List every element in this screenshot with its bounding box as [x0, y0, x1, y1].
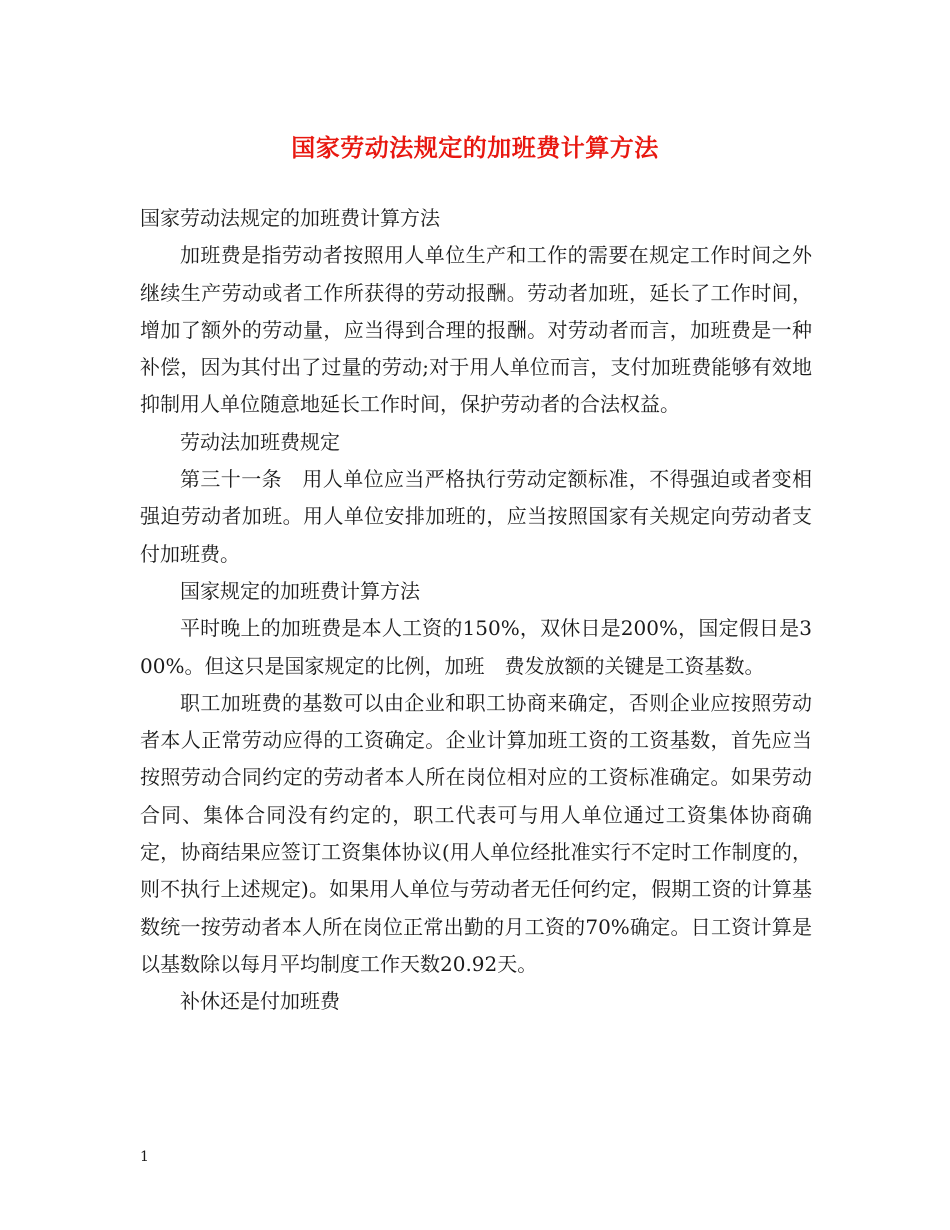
- document-title: 国家劳动法规定的加班费计算方法: [291, 133, 659, 162]
- paragraph-definition: 加班费是指劳动者按照用人单位生产和工作的需要在规定工作时间之外继续生产劳动或者工作所获得的劳动报酬。劳动者加班，延长了工作时间，增加了额外的劳动量，应当得到合理的报酬。对劳动者而言，加班费是一种补偿，因为其付出了过量的劳动;对于用人单位而言，支付加班费能够有效地抑制用人单位随意地延长工作时间，保护劳动者的合法权益。: [140, 243, 812, 417]
- document-body: [140, 200, 812, 1021]
- paragraph-section-heading: 补休还是付加班费: [180, 989, 340, 1014]
- paragraph-section-heading: 国家规定的加班费计算方法: [180, 578, 420, 603]
- paragraph-rates: 平时晚上的加班费是本人工资的150%，双休日是200%，国定假日是300%。但这只是国家规定的比例，加班 费发放额的关键是工资基数。: [140, 616, 812, 678]
- paragraph-heading: 国家劳动法规定的加班费计算方法: [140, 206, 440, 230]
- page-number: 1: [140, 1149, 149, 1165]
- paragraph-wage-base: 职工加班费的基数可以由企业和职工协商来确定，否则企业应按照劳动者本人正常劳动应得的工资确定。企业计算加班工资的工资基数，首先应当按照劳动合同约定的劳动者本人所在岗位相对应的工资标准确定。如果劳动合同、集体合同没有约定的，职工代表可与用人单位通过工资集体协商确定，协商结果应签订工资集体协议(用人单位经批准实行不定时工作制度的，则不执行上述规定)。如果用人单位与劳动者无任何约定，假期工资的计算基数统一按劳动者本人所在岗位正常出勤的月工资的70%确定。日工资计算是以基数除以每月平均制度工作天数20.92天。: [140, 690, 812, 976]
- paragraph-article-31: 第三十一条 用人单位应当严格执行劳动定额标准，不得强迫或者变相强迫劳动者加班。用人单位安排加班的，应当按照国家有关规定向劳动者支付加班费。: [140, 467, 812, 566]
- paragraph-section-heading: 劳动法加班费规定: [180, 429, 340, 454]
